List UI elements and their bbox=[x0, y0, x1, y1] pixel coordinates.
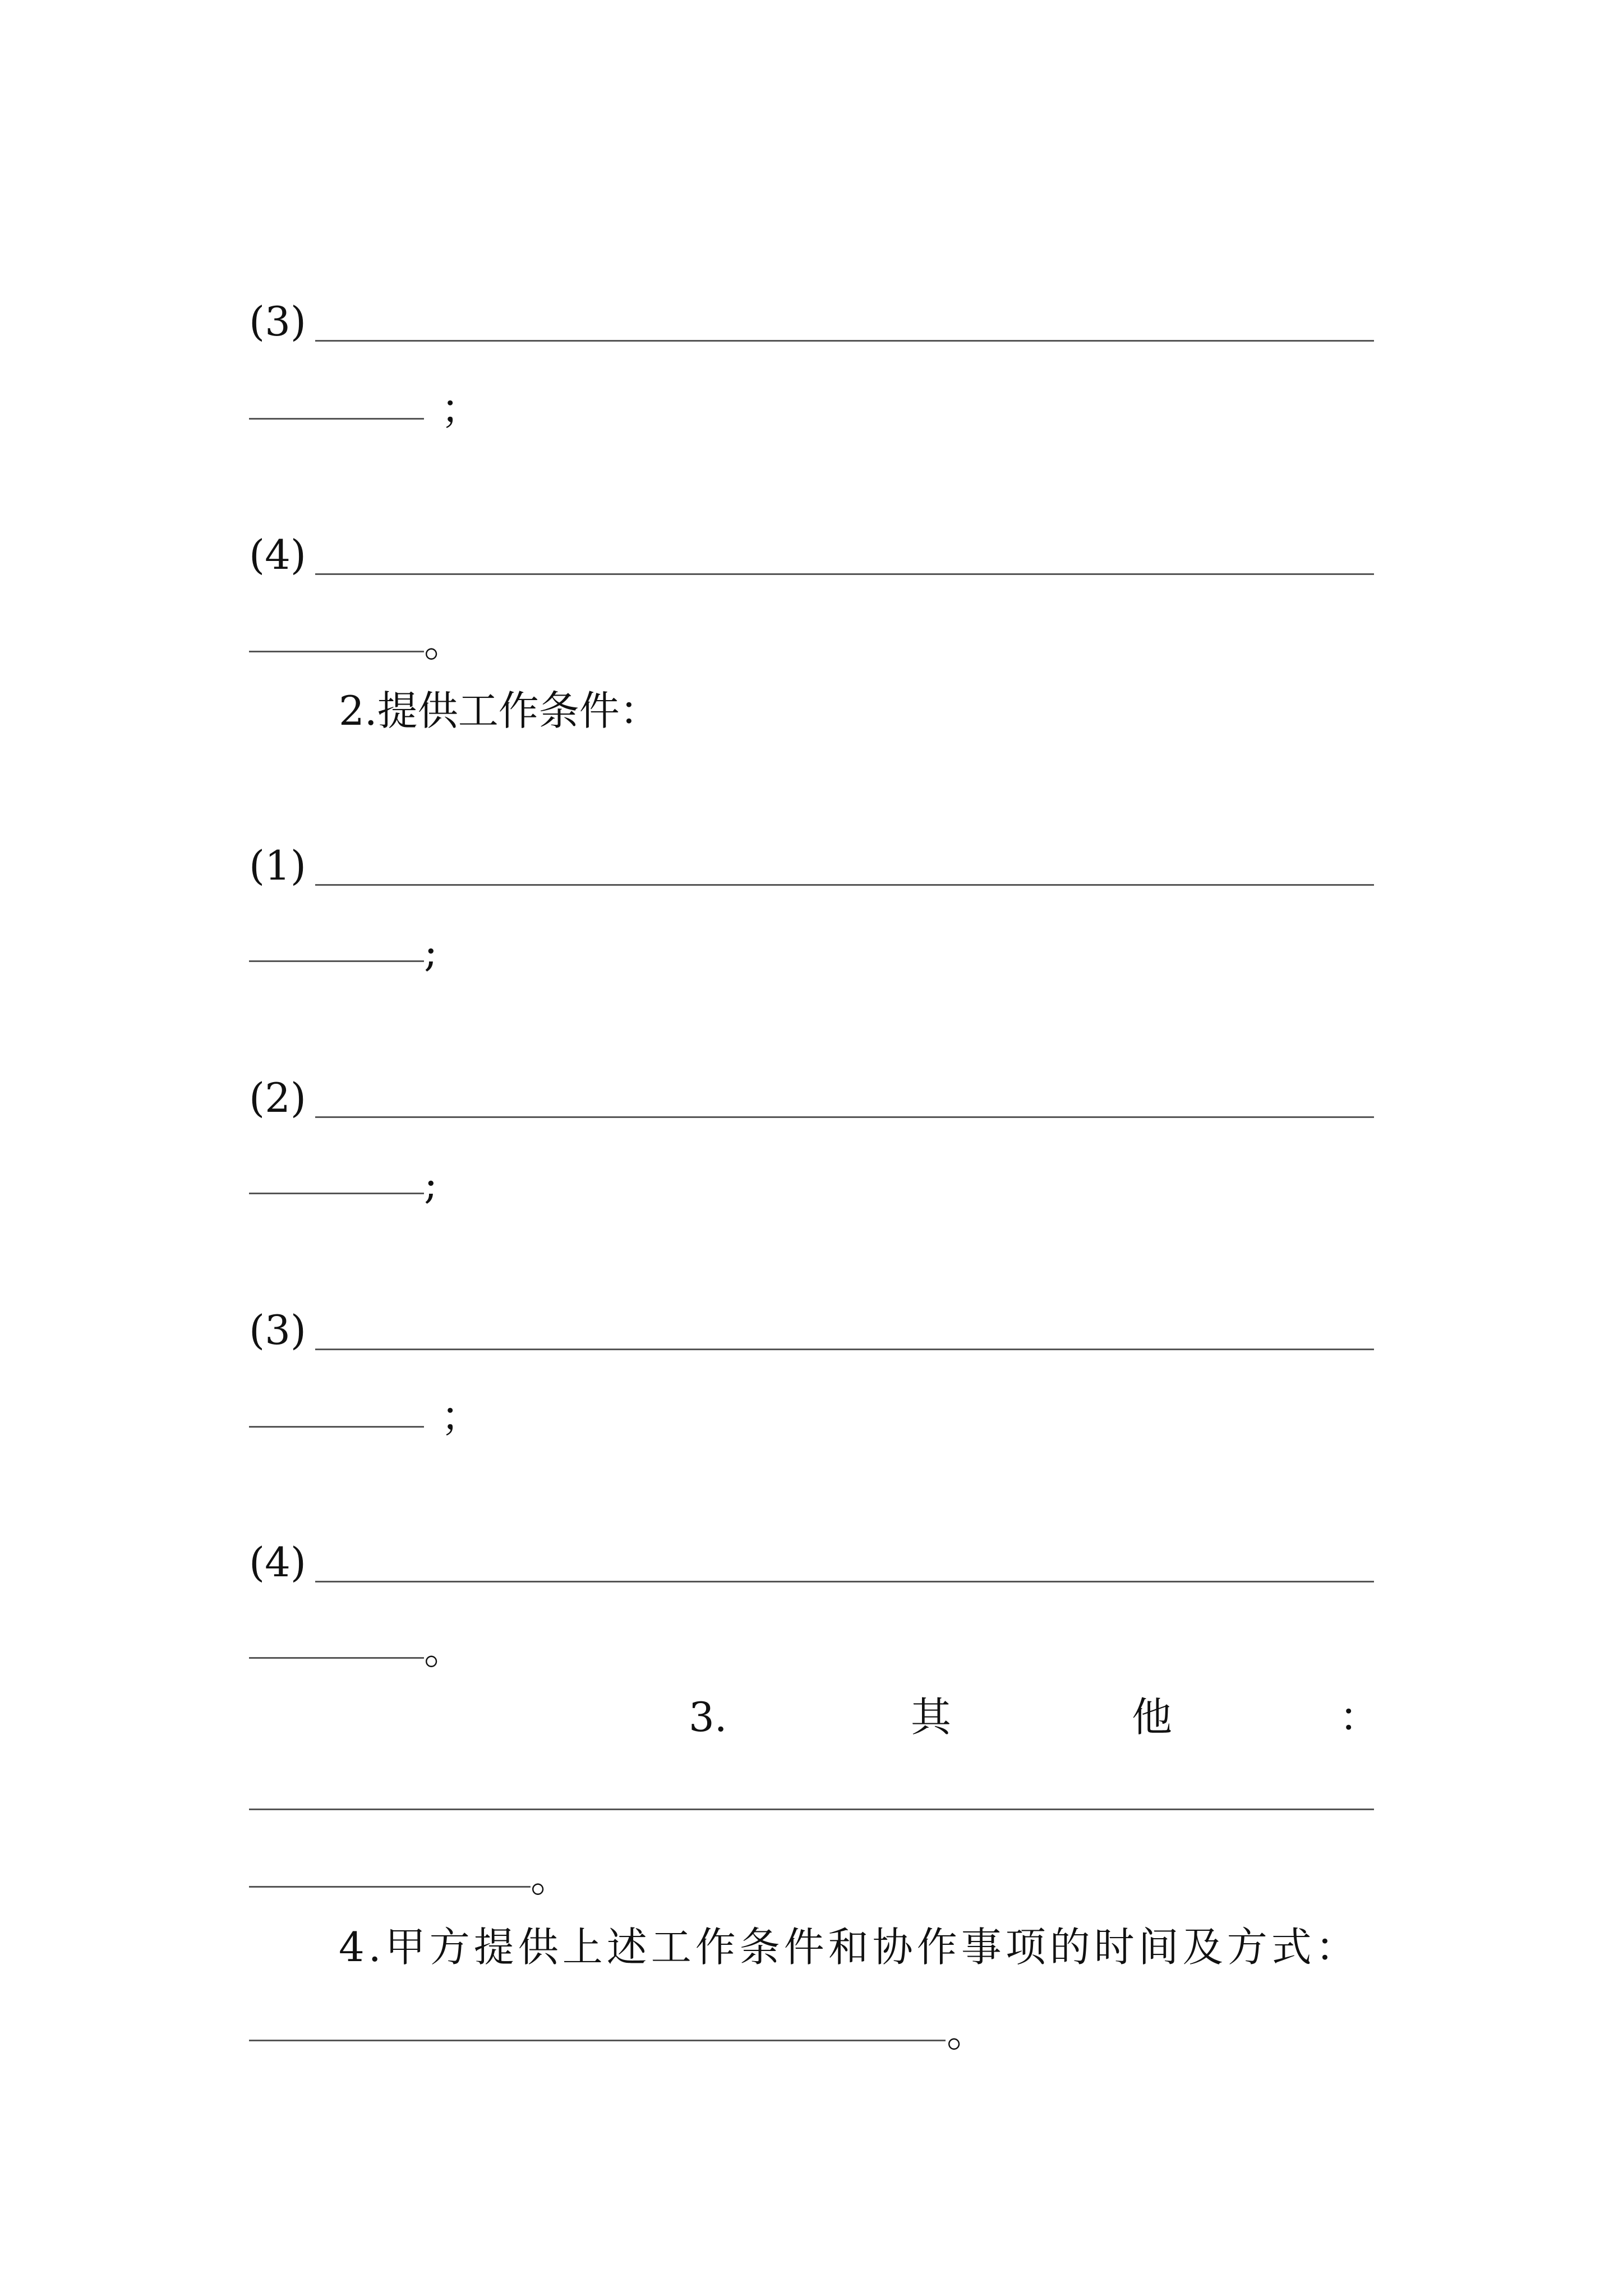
item-end-punctuation: 。 bbox=[424, 1626, 465, 1673]
heading-colon: ： bbox=[1339, 1694, 1380, 1741]
fill-in-line-continued[interactable] bbox=[249, 1193, 424, 1194]
fill-in-line[interactable] bbox=[315, 884, 1374, 886]
item-end-punctuation: ; bbox=[424, 928, 438, 976]
fill-in-line[interactable] bbox=[315, 1116, 1374, 1118]
fill-in-line[interactable] bbox=[315, 573, 1374, 575]
fill-in-line-continued[interactable] bbox=[249, 1657, 424, 1659]
item-label: (3) bbox=[249, 1306, 306, 1354]
item-label: (4) bbox=[249, 1539, 306, 1586]
fill-in-line-continued[interactable] bbox=[249, 1426, 424, 1428]
item-end-punctuation: 。 bbox=[424, 619, 465, 666]
fill-in-line-continued[interactable] bbox=[249, 418, 424, 420]
fill-in-line[interactable] bbox=[315, 1581, 1374, 1582]
item-label: (1) bbox=[249, 842, 306, 889]
heading-number: 3. bbox=[689, 1694, 727, 1741]
fill-in-line-continued[interactable] bbox=[249, 960, 424, 962]
fill-in-line[interactable] bbox=[315, 1349, 1374, 1350]
section-heading: 2.提供工作条件： bbox=[339, 687, 660, 734]
section-heading: 4.甲方提供上述工作条件和协作事项的时间及方式： bbox=[339, 1924, 1360, 1971]
fill-in-line[interactable] bbox=[249, 2040, 946, 2041]
fill-in-line[interactable] bbox=[249, 1809, 1374, 1810]
item-end-punctuation: ; bbox=[424, 1161, 438, 1208]
fill-in-line-continued[interactable] bbox=[249, 1886, 531, 1888]
item-label: (3) bbox=[249, 298, 306, 345]
item-end-punctuation: 。 bbox=[531, 1854, 571, 1901]
item-end-punctuation: 。 bbox=[947, 2009, 988, 2056]
heading-char: 他 bbox=[1132, 1694, 1173, 1741]
fill-in-line-continued[interactable] bbox=[249, 651, 424, 652]
fill-in-line[interactable] bbox=[315, 340, 1374, 342]
item-end-punctuation: ； bbox=[441, 1393, 482, 1440]
item-label: (2) bbox=[249, 1074, 306, 1121]
heading-char: 其 bbox=[911, 1694, 952, 1741]
item-end-punctuation: ； bbox=[441, 385, 482, 432]
item-label: (4) bbox=[249, 531, 306, 578]
